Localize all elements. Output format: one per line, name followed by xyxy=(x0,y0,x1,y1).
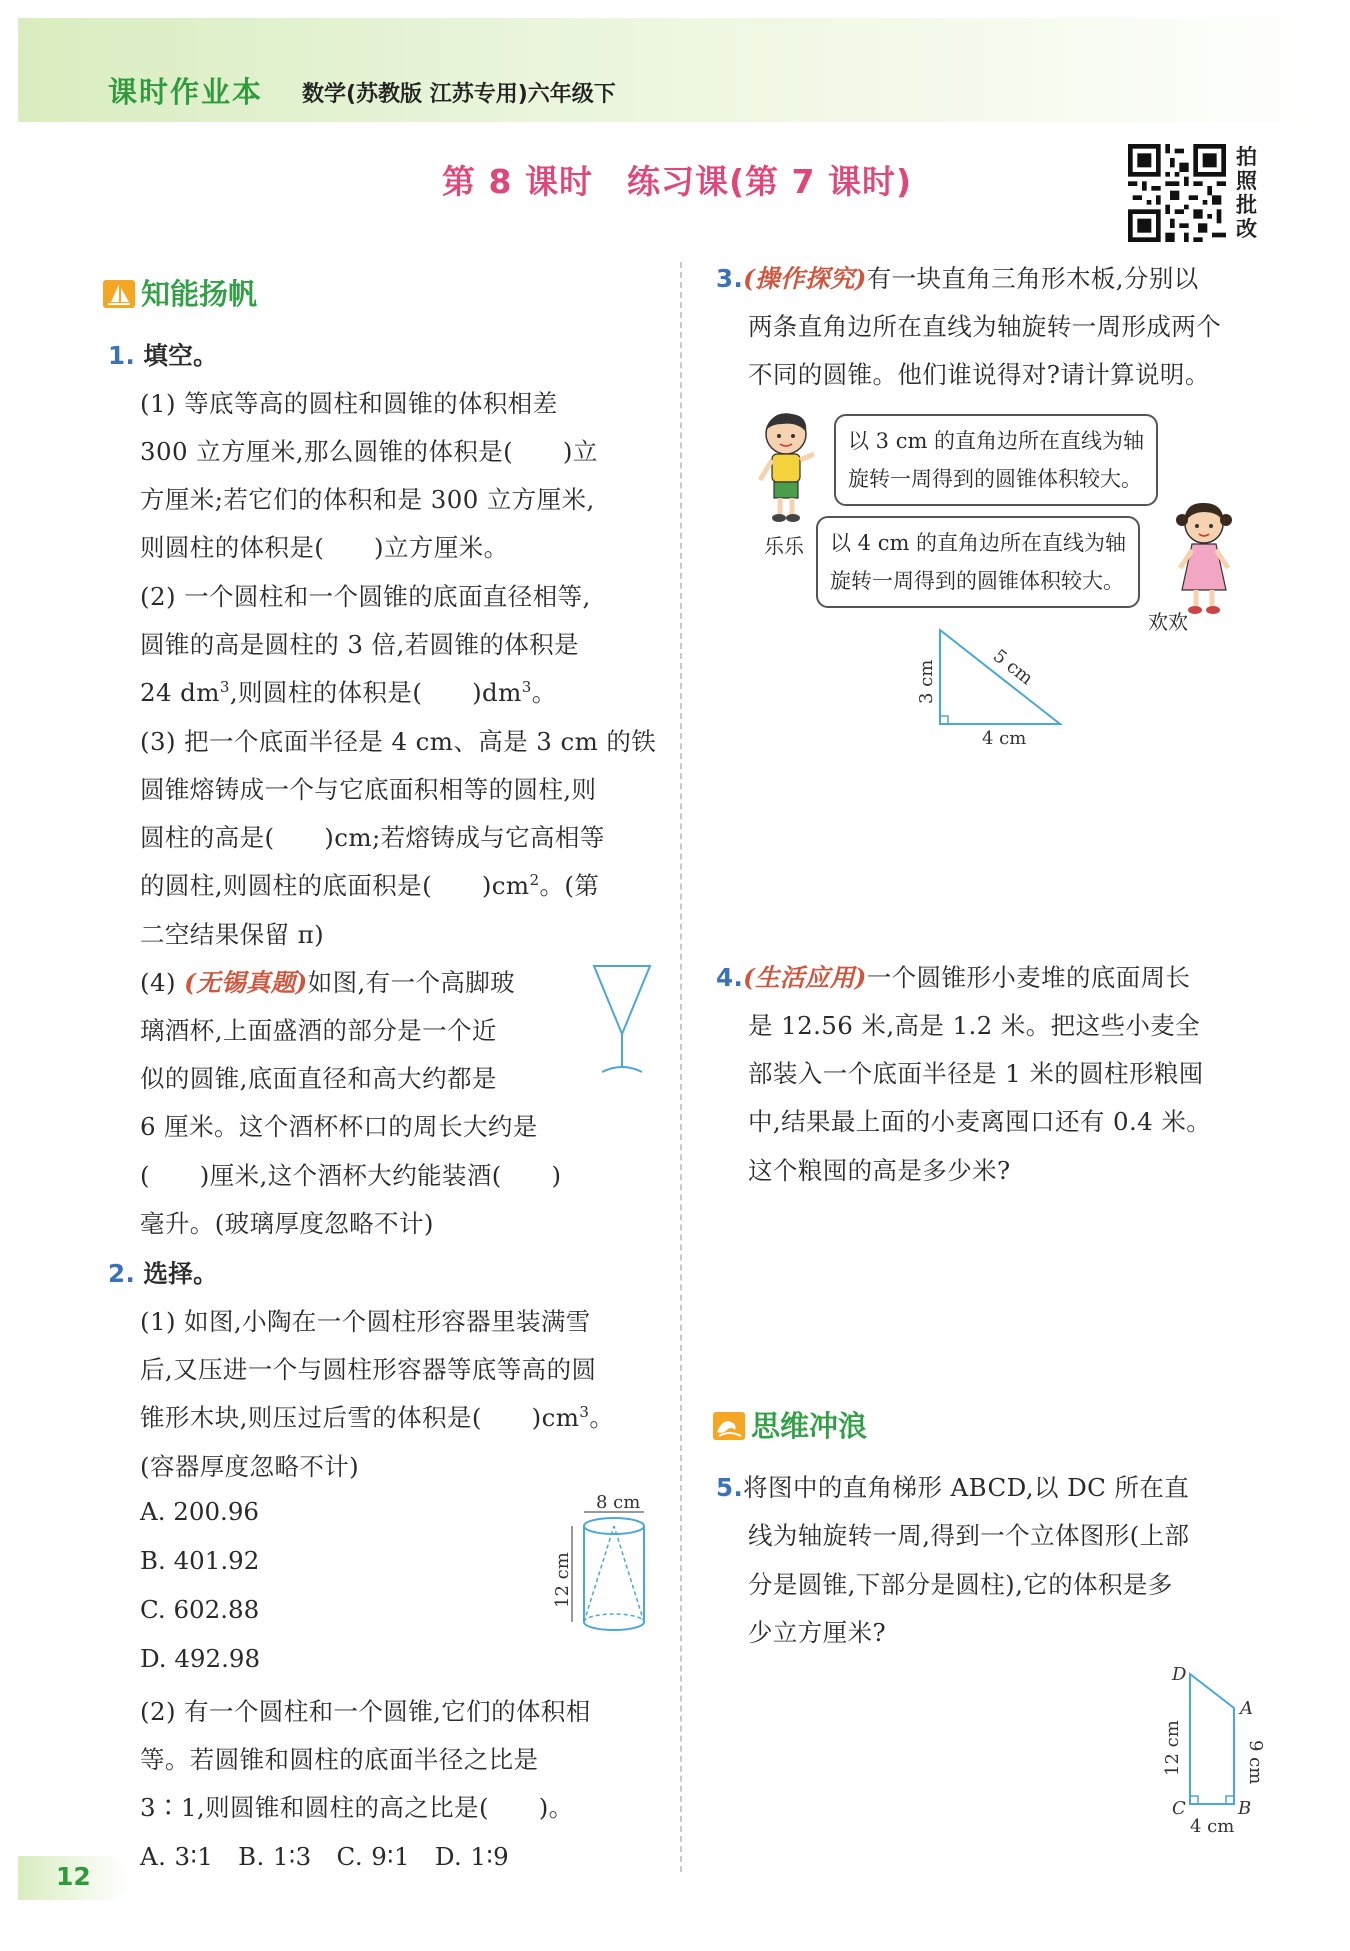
q2-p1-line1: (1) 如图,小陶在一个圆柱形容器里装满雪 xyxy=(140,1307,591,1336)
q1-p1-line3: 方厘米;若它们的体积和是 300 立方厘米, xyxy=(140,485,595,514)
bubble-lele-line2: 旋转一周得到的圆锥体积较大。 xyxy=(848,467,1142,491)
triangle-side-b: 4 cm xyxy=(982,728,1027,749)
q2-title: 选择。 xyxy=(143,1259,219,1288)
section-heading-2 xyxy=(713,1404,867,1445)
boy-lele-illustration xyxy=(752,408,824,526)
right-triangle-figure xyxy=(900,620,1080,750)
vertex-d: D xyxy=(1172,1664,1187,1685)
q5-line4: 少立方厘米? xyxy=(748,1618,887,1647)
q2-p2-line2: 等。若圆锥和圆柱的底面半径之比是 xyxy=(140,1745,539,1774)
q5-line3: 分是圆锥,下部分是圆柱),它的体积是多 xyxy=(748,1570,1173,1599)
q2-number: 2. xyxy=(108,1259,136,1288)
q1-title: 填空。 xyxy=(143,341,219,370)
cylinder-side-label: 12 cm xyxy=(552,1552,573,1608)
triangle-side-a: 3 cm xyxy=(916,659,937,704)
name-lele: 乐乐 xyxy=(764,534,804,558)
sail-icon xyxy=(103,278,135,308)
q5-line2: 线为轴旋转一周,得到一个立体图形(上部 xyxy=(748,1521,1190,1550)
vertex-c: C xyxy=(1172,1798,1186,1819)
book-brand: 课时作业本 xyxy=(108,75,264,109)
q1-p3-line2: 圆锥熔铸成一个与它底面积相等的圆柱,则 xyxy=(140,775,597,804)
q3-line2: 两条直角边所在直线为轴旋转一周形成两个 xyxy=(748,312,1222,341)
q1-p2-text-a: 24 dm xyxy=(140,678,220,707)
triangle-side-c: 5 cm xyxy=(988,645,1037,690)
trapezoid-side-ab: 9 cm xyxy=(1245,1740,1266,1785)
qr-code-icon[interactable] xyxy=(1128,144,1226,242)
wave-icon xyxy=(713,1410,745,1440)
q1-p1-line2: 300 立方厘米,那么圆锥的体积是( )立 xyxy=(140,437,598,466)
q1-p4-line5: ( )厘米,这个酒杯大约能装酒( ) xyxy=(140,1161,562,1190)
q2-p1-line3: 锥形木块,则压过后雪的体积是( )$cm^3$。 xyxy=(140,1402,615,1432)
q5-number: 5. xyxy=(716,1473,744,1502)
q3-tag: (操作探究) xyxy=(743,264,867,293)
q2-option-b[interactable]: B. 401.92 xyxy=(140,1546,260,1575)
speech-bubble-lele xyxy=(834,414,1158,506)
q1-p2-text-c: 。 xyxy=(531,678,557,707)
q4-line5: 这个粮囤的高是多少米? xyxy=(748,1156,1011,1185)
girl-huanhuan-illustration xyxy=(1164,498,1244,622)
q2-p2-line3: 3∶1,则圆锥和圆柱的高之比是( )。 xyxy=(140,1793,574,1822)
qr-label: 拍照批改 xyxy=(1236,145,1257,241)
trapezoid-side-dc: 12 cm xyxy=(1162,1720,1183,1776)
q1-p3-line3: 圆柱的高是( )cm;若熔铸成与它高相等 xyxy=(140,823,605,852)
speech-bubble-huanhuan xyxy=(816,516,1140,608)
q3-text-1: 有一块直角三角形木板,分别以 xyxy=(866,264,1199,293)
bubble-huanhuan-line2: 旋转一周得到的圆锥体积较大。 xyxy=(830,569,1124,593)
q1-p4-line6: 毫升。(玻璃厚度忽略不计) xyxy=(140,1209,434,1238)
q1-p4-line2: 璃酒杯,上面盛酒的部分是一个近 xyxy=(140,1016,497,1045)
cylinder-top-label: 8 cm xyxy=(596,1492,641,1513)
section-title-2: 思维冲浪 xyxy=(751,1409,868,1443)
q4-text-1: 一个圆锥形小麦堆的底面周长 xyxy=(866,963,1191,992)
q1-p4-line3: 似的圆锥,底面直径和高大约都是 xyxy=(140,1064,497,1093)
q2-p2-line1: (2) 有一个圆柱和一个圆锥,它们的体积相 xyxy=(140,1697,591,1726)
q1-p3-text-a: 的圆柱,则圆柱的底面积是( )cm xyxy=(140,871,530,900)
q4-line1 xyxy=(716,959,1190,994)
vertex-b: B xyxy=(1238,1798,1252,1819)
vertex-a: A xyxy=(1240,1698,1253,1719)
q2-p1-text-a: 锥形木块,则压过后雪的体积是( )cm xyxy=(140,1403,580,1432)
q1-p3-line4: 的圆柱,则圆柱的底面积是( )$cm^2$。(第 xyxy=(140,870,600,900)
bubble-lele-line1: 以 3 cm 的直角边所在直线为轴 xyxy=(848,429,1145,453)
q4-line2: 是 12.56 米,高是 1.2 米。把这些小麦全 xyxy=(748,1011,1201,1040)
q4-number: 4. xyxy=(716,963,744,992)
q2-p1-line2: 后,又压进一个与圆柱形容器等底等高的圆 xyxy=(140,1355,597,1384)
q5-text-1: 将图中的直角梯形 ABCD,以 DC 所在直 xyxy=(743,1473,1190,1502)
q1-p4-label: (4) xyxy=(140,968,185,997)
name-huanhuan: 欢欢 xyxy=(1148,610,1188,634)
q4-tag: (生活应用) xyxy=(743,963,867,992)
q1-p4-line4: 6 厘米。这个酒杯杯口的周长大约是 xyxy=(140,1112,538,1141)
section-title-1: 知能扬帆 xyxy=(141,277,258,311)
column-divider xyxy=(680,262,682,1872)
q1-number: 1. xyxy=(108,341,136,370)
q2-option-c[interactable]: C. 602.88 xyxy=(140,1595,260,1624)
cylinder-figure xyxy=(540,1490,660,1640)
q1-p2-line3: 24 $dm^3$,则圆柱的体积是( )$dm^3$。 xyxy=(140,677,557,707)
q5-line1 xyxy=(716,1469,1189,1504)
q2-option-d[interactable]: D. 492.98 xyxy=(140,1644,261,1673)
q2-option-a[interactable]: A. 200.96 xyxy=(140,1497,259,1526)
q4-line4: 中,结果最上面的小麦离囤口还有 0.4 米。 xyxy=(748,1107,1212,1136)
q2-p2-options[interactable]: A. 3∶1 B. 1∶3 C. 9∶1 D. 1∶9 xyxy=(140,1842,510,1871)
q1-p3-line5: 二空结果保留 π) xyxy=(140,920,325,949)
bubble-huanhuan-line1: 以 4 cm 的直角边所在直线为轴 xyxy=(830,531,1127,555)
trapezoid-side-cb: 4 cm xyxy=(1190,1816,1235,1837)
q1-heading xyxy=(108,337,218,372)
q1-p4-first: 如图,有一个高脚玻 xyxy=(307,968,516,997)
q1-p1-line4: 则圆柱的体积是( )立方厘米。 xyxy=(140,533,509,562)
wine-glass-figure xyxy=(588,962,656,1078)
q1-p2-line2: 圆锥的高是圆柱的 3 倍,若圆锥的体积是 xyxy=(140,630,579,659)
q2-p1-text-b: 。 xyxy=(589,1403,615,1432)
q1-p1-line1: (1) 等底等高的圆柱和圆锥的体积相差 xyxy=(140,389,558,418)
q1-p3-text-b: 。(第 xyxy=(539,871,600,900)
q1-p4-line1 xyxy=(140,964,515,999)
lesson-title: 第 8 课时 练习课(第 7 课时) xyxy=(442,162,913,201)
q1-p2-line1: (2) 一个圆柱和一个圆锥的底面直径相等, xyxy=(140,582,591,611)
q1-p4-tag: (无锡真题) xyxy=(184,968,308,997)
q3-number: 3. xyxy=(716,264,744,293)
q3-line3: 不同的圆锥。他们谁说得对?请计算说明。 xyxy=(748,360,1210,389)
book-subtitle: 数学(苏教版 江苏专用)六年级下 xyxy=(302,82,616,107)
q3-line1 xyxy=(716,260,1199,295)
trapezoid-figure xyxy=(1150,1660,1280,1840)
page-number: 12 xyxy=(56,1862,91,1891)
q1-p2-text-b: ,则圆柱的体积是( )dm xyxy=(229,678,522,707)
section-heading-1 xyxy=(103,272,257,313)
q1-p3-line1: (3) 把一个底面半径是 4 cm、高是 3 cm 的铁 xyxy=(140,727,657,756)
q2-p1-line4: (容器厚度忽略不计) xyxy=(140,1452,360,1481)
q4-line3: 部装入一个底面半径是 1 米的圆柱形粮囤 xyxy=(748,1059,1204,1088)
q2-heading xyxy=(108,1255,218,1290)
